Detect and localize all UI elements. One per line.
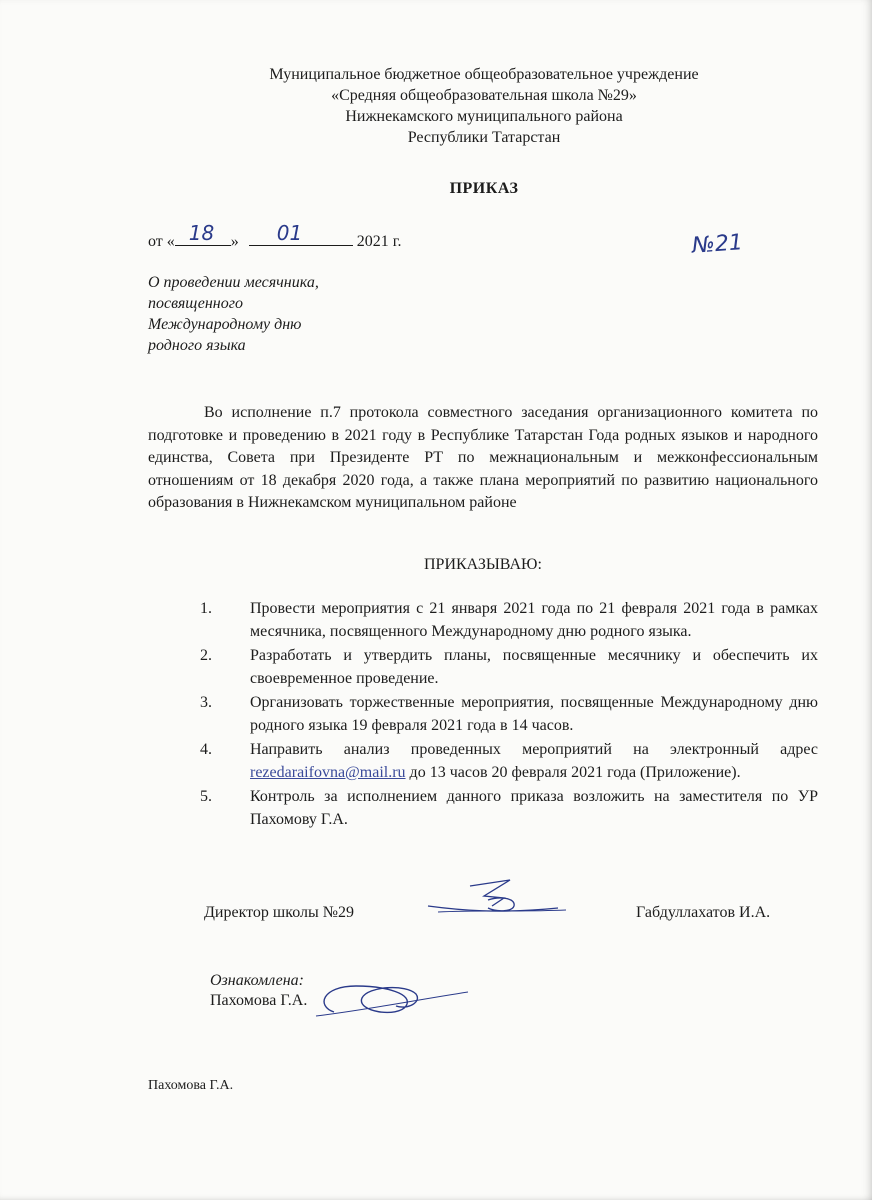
list-item: 1. Провести мероприятия с 21 января 2021 года по 21 февраля 2021 года в рамках месячника, посвященного Международному дню родного языка. (200, 600, 818, 640)
order-items-list (200, 598, 818, 833)
decree-heading: ПРИКАЗЫВАЮ: (424, 556, 542, 573)
header-line-2: «Средняя общеобразовательная школа №29» (331, 87, 637, 104)
order-date: от « 18 » 01 2021 г. (148, 221, 402, 250)
order-number-handwritten: №21 (691, 230, 744, 259)
header-line-3: Нижнекамского муниципального района (345, 108, 623, 125)
email-link[interactable]: rezedaraifovna@mail.ru (250, 763, 406, 781)
acknowledged-name: Пахомова Г.А. (210, 992, 308, 1009)
director-title: Директор школы №29 (204, 904, 354, 921)
date-month: 01 (276, 221, 303, 245)
director-signature (418, 876, 568, 926)
list-item: 3. Организовать торжественные мероприятия, посвященные Международному дню родного языка 19 февраля 2021 года в 14 часов. (200, 694, 818, 734)
document-title: ПРИКАЗ (449, 180, 519, 197)
acknowledged-signature (296, 976, 476, 1026)
header-line-1: Муниципальное бюджетное общеобразовательное учреждение (269, 66, 699, 83)
date-day: 18 (188, 221, 215, 245)
list-item: 2. Разработать и утвердить планы, посвященные месячнику и обеспечить их своевременное проведение. (200, 647, 818, 687)
header-line-4: Республики Татарстан (407, 129, 561, 146)
organization-header (0, 64, 872, 148)
footer-executor: Пахомова Г.А. (148, 1078, 234, 1093)
director-name: Габдуллахатов И.А. (636, 904, 771, 921)
order-subject: О проведении месячника, посвященного Международному дню родного языка (148, 274, 319, 354)
acknowledged-label: Ознакомлена: (210, 972, 304, 989)
intro-paragraph: Во исполнение п.7 протокола совместного заседания организационного комитета по подготовке и проведению в 2021 году в Республике Татарстан Года родных языков и народного единства, Совета при Президенте РТ по межнациональным и межконфессиональным отношениям от 18 декабря 2020 года, а также плана мероприятий по развитию национального образования в Нижнекамском муниципальном районе (148, 404, 818, 511)
list-item: 5. Контроль за исполнением данного приказа возложить на заместителя по УР Пахомову Г.А. (200, 788, 818, 828)
date-year: 2021 г. (356, 233, 402, 250)
list-item: 4. Направить анализ проведенных мероприятий на электронный адрес rezedaraifovna@mail.ru до 13 часов 20 февраля 2021 года (Приложение). (200, 741, 818, 781)
